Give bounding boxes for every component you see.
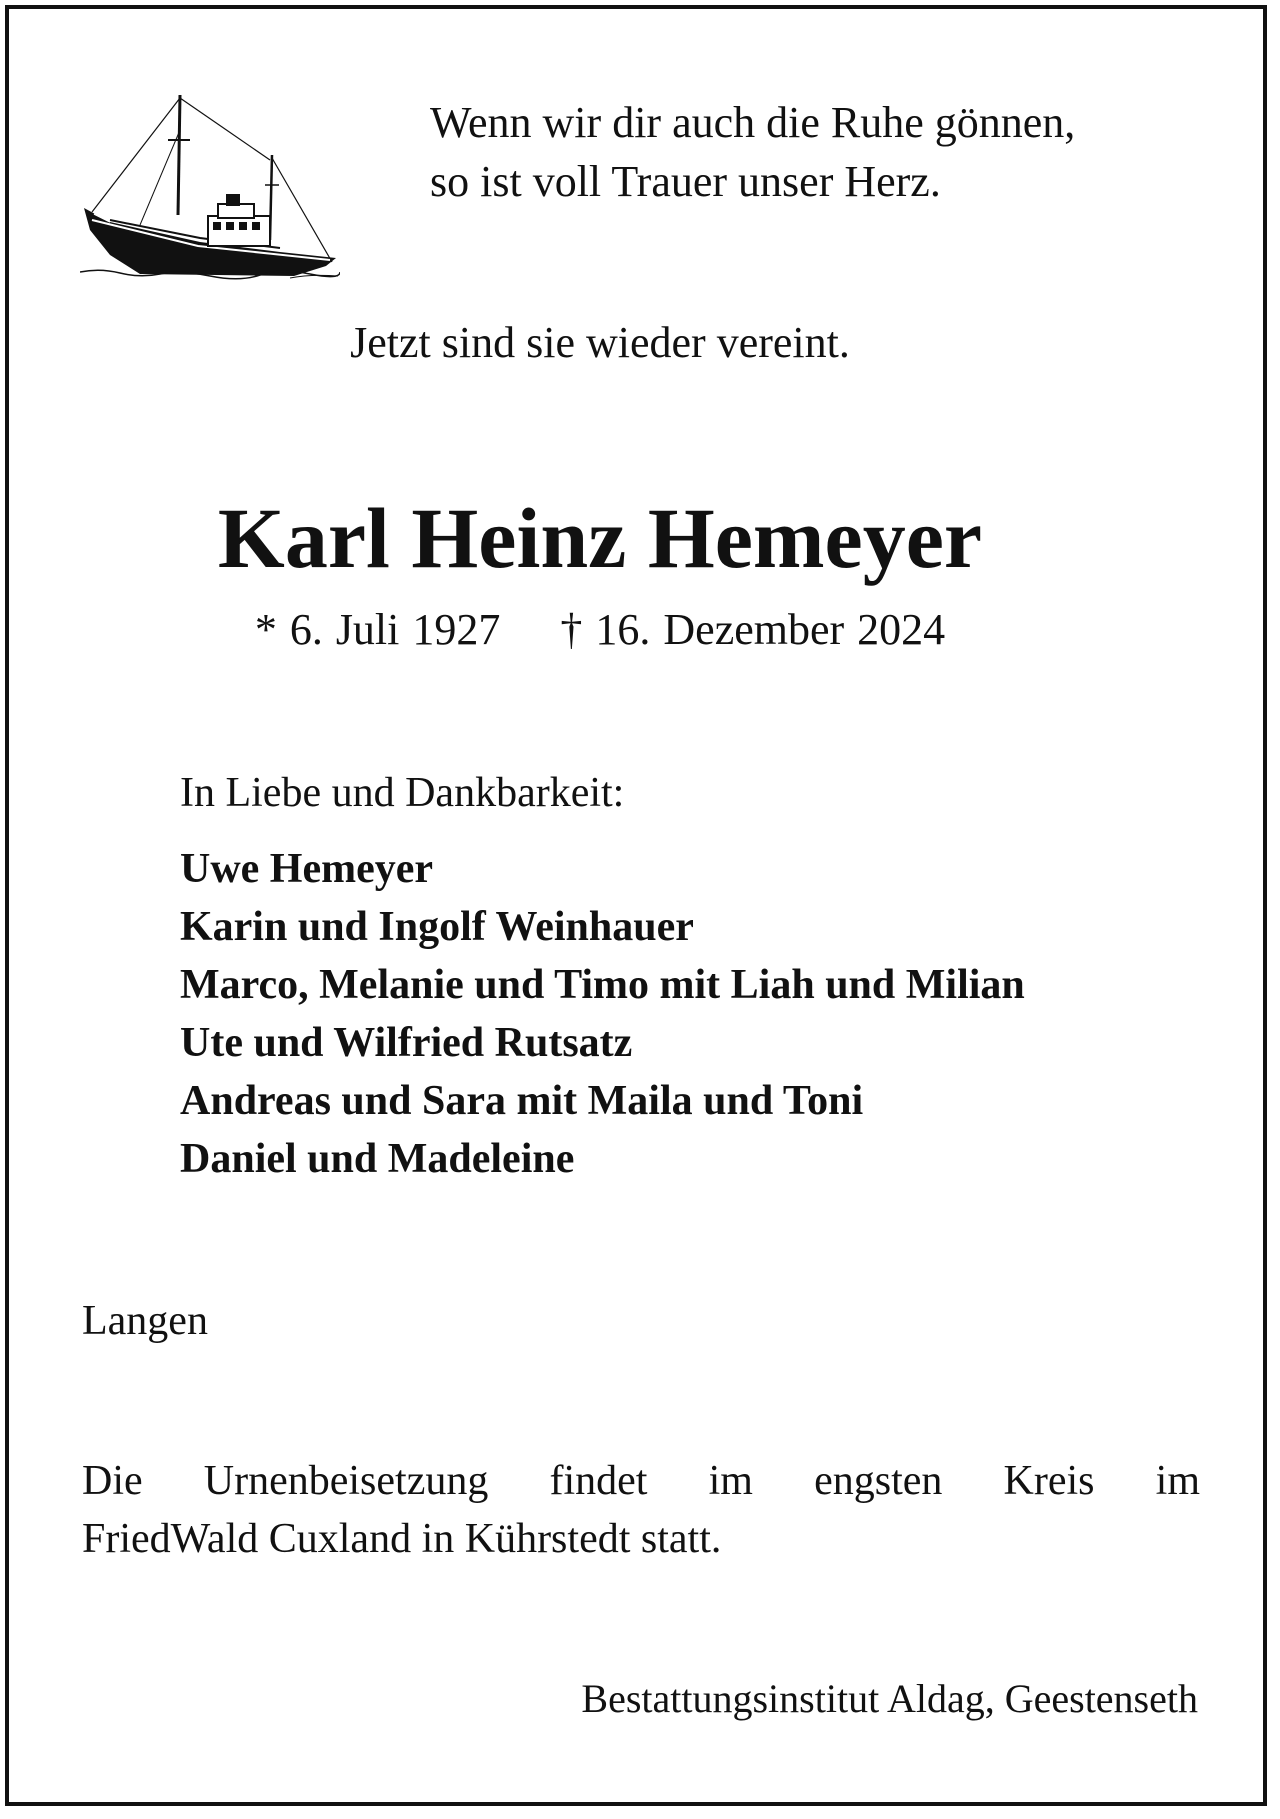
mourner-item: Daniel und Madeleine [180,1136,575,1182]
place-name: Langen [82,1298,208,1344]
thanks-line: In Liebe und Dankbarkeit: [180,770,625,816]
mourner-item: Ute und Wilfried Rutsatz [180,1020,633,1066]
burial-notice-line-2: FriedWald Cuxland in Kührstedt statt. [82,1516,722,1562]
deceased-name: Karl Heinz Hemeyer [217,490,983,586]
undertaker-name: Bestattungsinstitut Aldag, Geestenseth [581,1676,1198,1721]
mourners-list [180,840,1025,1188]
poem-line-1: Wenn wir dir auch die Ruhe gönnen, [430,98,1076,147]
mourner-item: Andreas und Sara mit Maila und Toni [180,1078,864,1124]
mourner-item: Karin und Ingolf Weinhauer [180,904,694,950]
poem-line-2: so ist voll Trauer unser Herz. [430,157,941,206]
mourner-item: Uwe Hemeyer [180,846,434,892]
mourner-item: Marco, Melanie und Timo mit Liah und Milian [180,962,1025,1008]
burial-notice-line-1: Die Urnenbeisetzung findet im engsten Kreis im [82,1458,1200,1504]
poem [430,93,1075,211]
death-date: † 16. Dezember 2024 [560,605,946,654]
birth-date: * 6. Juli 1927 [254,605,501,654]
reunited-line: Jetzt sind sie wieder vereint. [350,318,850,367]
ship-icon [80,90,340,280]
life-dates [0,602,1280,658]
burial-notice [82,1452,1200,1568]
